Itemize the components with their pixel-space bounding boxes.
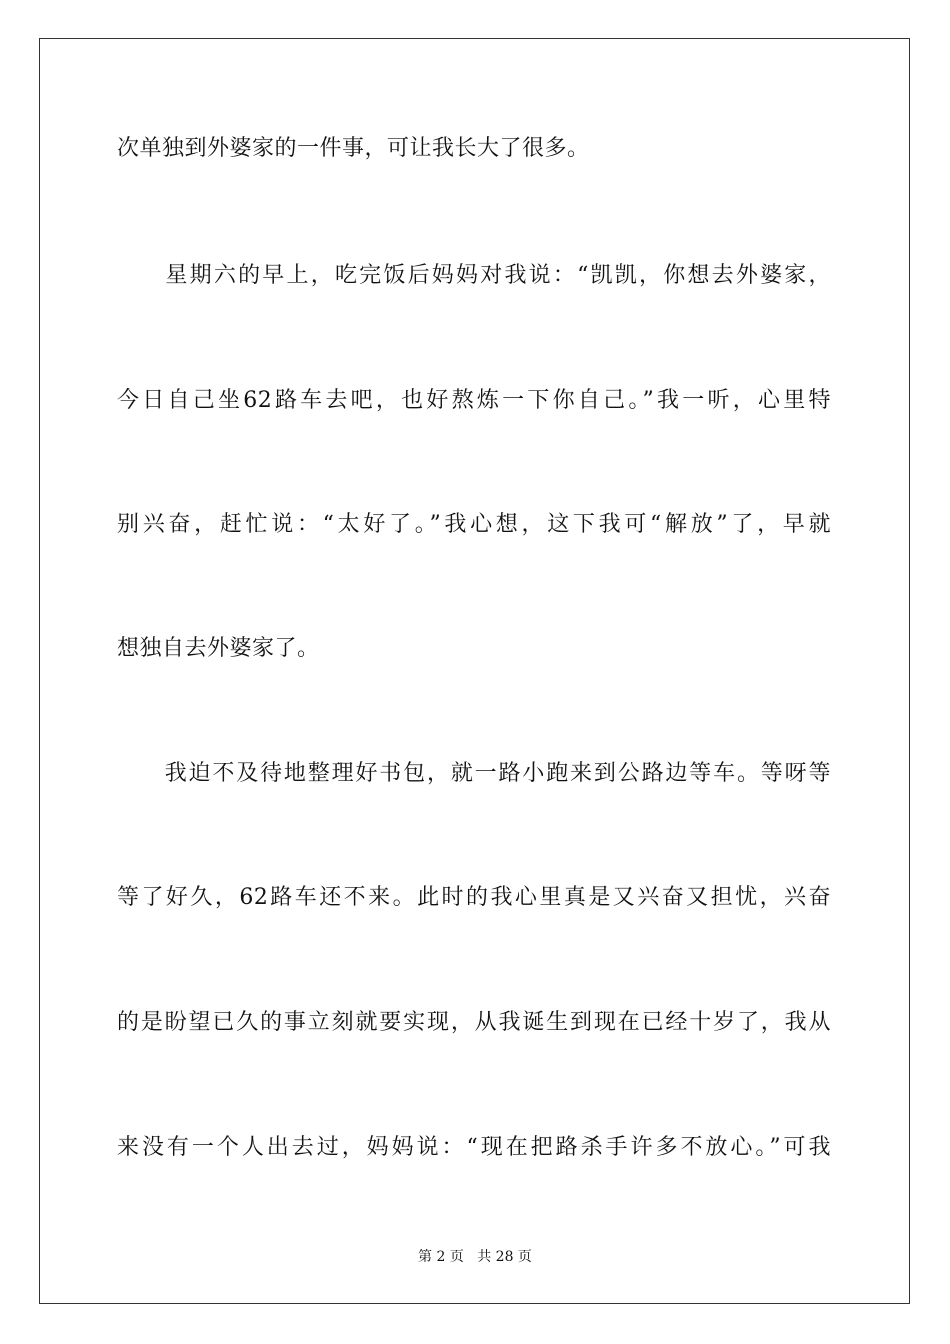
page-total: 共 28 页 [477,1249,532,1265]
page-footer [0,1247,950,1267]
text-line-6: 我迫不及待地整理好书包，就一路小跑来到公路边等车。等呀等 [117,761,831,786]
text-line-4: 别兴奋，赶忙说：“太好了。”我心想，这下我可“解放”了，早就 [117,512,831,537]
text-line-3: 今日自己坐62路车去吧，也好熬炼一下你自己。”我一听，心里特 [117,388,831,413]
page-number: 第 2 页 [418,1249,464,1265]
text-line-1: 次单独到外婆家的一件事，可让我长大了很多。 [117,136,590,161]
text-line-9: 来没有一个人出去过，妈妈说：“现在把路杀手许多不放心。”可我 [117,1135,831,1160]
text-line-7: 等了好久，62路车还不来。此时的我心里真是又兴奋又担忧，兴奋 [117,885,831,910]
text-line-8: 的是盼望已久的事立刻就要实现，从我诞生到现在已经十岁了，我从 [117,1010,831,1035]
page-frame [39,38,910,1304]
text-line-5: 想独自去外婆家了。 [117,636,320,661]
text-line-2: 星期六的早上，吃完饭后妈妈对我说：“凯凯，你想去外婆家， [117,263,831,288]
